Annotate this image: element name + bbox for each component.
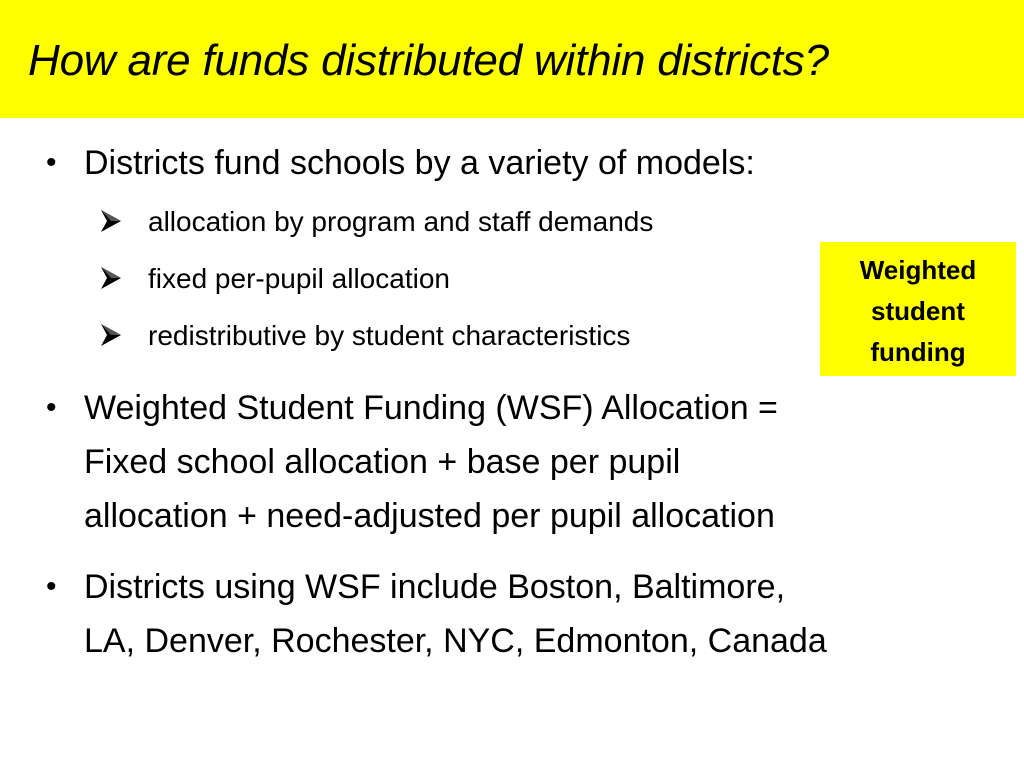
sub-bullet-item: [148, 202, 653, 242]
bullet-text: Districts fund schools by a variety of models:: [84, 144, 755, 182]
bullet-line: LA, Denver, Rochester, NYC, Edmonton, Canada: [84, 622, 827, 660]
bullet-dot-icon: •: [46, 146, 57, 179]
arrow-bullet-icon: [98, 265, 124, 291]
sub-bullet-text: redistributive by student characteristics: [148, 320, 631, 351]
sub-bullet-item: [148, 259, 450, 299]
slide-title: How are funds distributed within districts?: [28, 36, 829, 85]
bullet-dot-icon: •: [46, 570, 57, 603]
bullet-line: allocation + need-adjusted per pupil allocation: [84, 497, 775, 535]
sub-bullet-text: allocation by program and staff demands: [148, 206, 654, 237]
bullet-item: [46, 136, 755, 190]
bullet-item: [46, 381, 778, 543]
bullet-item: [46, 560, 827, 668]
sub-bullet-text: fixed per-pupil allocation: [148, 263, 450, 294]
title-bar: [0, 0, 1024, 118]
bullet-line: Fixed school allocation + base per pupil: [84, 443, 681, 481]
arrow-bullet-icon: [98, 322, 124, 348]
arrow-bullet-icon: [98, 208, 124, 234]
sub-bullet-item: [148, 316, 630, 356]
callout-line: Weighted: [859, 255, 977, 285]
callout-line: student: [871, 296, 965, 326]
bullet-line: Districts using WSF include Boston, Baltimore,: [84, 568, 786, 606]
bullet-line: Weighted Student Funding (WSF) Allocation =: [84, 389, 778, 427]
weighted-student-funding-callout: [820, 242, 1016, 376]
callout-line: funding: [870, 337, 966, 367]
bullet-dot-icon: •: [46, 391, 57, 424]
